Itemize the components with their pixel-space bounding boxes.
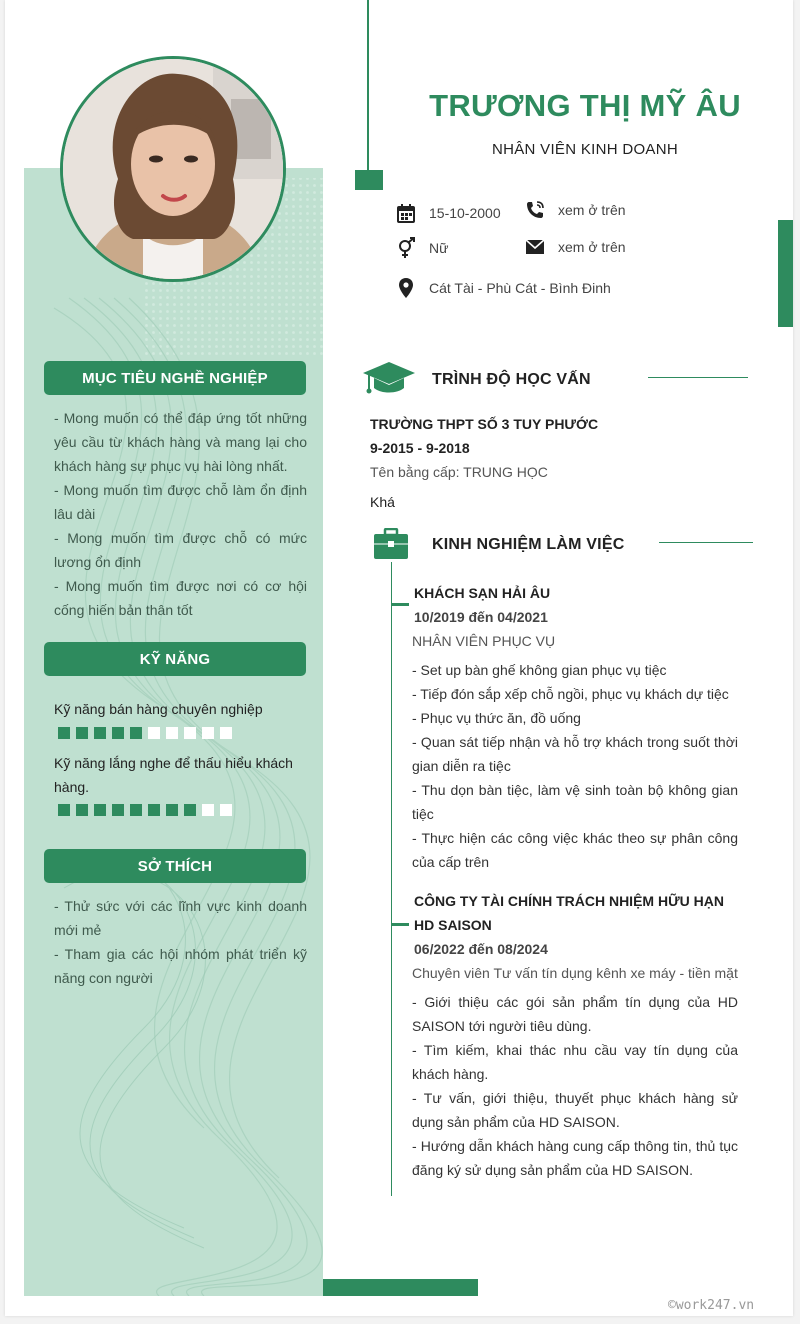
- skill-square-empty: [184, 727, 196, 739]
- skill-square-filled: [112, 804, 124, 816]
- education-degree: Tên bằng cấp: TRUNG HỌC: [370, 464, 548, 480]
- objective-text: [54, 406, 307, 622]
- job-position: Chuyên viên Tư vấn tín dụng kênh xe máy - tiền mặt: [412, 965, 738, 981]
- right-edge-accent-bar: [778, 220, 793, 327]
- skill-square-empty: [220, 727, 232, 739]
- skill-square-filled: [112, 727, 124, 739]
- hobbies-text: [54, 894, 307, 990]
- objective-line: - Mong muốn có thể đáp ứng tốt những yêu cầu từ khách hàng và mang lại cho khách hàng sự phục vụ hài lòng nhất.: [54, 410, 307, 474]
- candidate-role: NHÂN VIÊN KINH DOANH: [491, 141, 679, 158]
- experience-timeline: [391, 562, 392, 1196]
- candidate-name: TRƯƠNG THỊ MỸ ÂU: [429, 88, 741, 123]
- education-period: 9-2015 - 9-2018: [370, 440, 470, 456]
- skill-square-filled: [130, 727, 142, 739]
- job-period: 06/2022 đến 08/2024: [414, 941, 548, 957]
- education-school: TRƯỜNG THPT SỐ 3 TUY PHƯỚC: [370, 416, 599, 432]
- skill-square-filled: [58, 727, 70, 739]
- skill-square-filled: [148, 804, 160, 816]
- skill-square-filled: [166, 804, 178, 816]
- job-company: KHÁCH SẠN HẢI ÂU: [414, 585, 551, 601]
- phone-icon: [524, 199, 546, 221]
- skill-square-empty: [166, 727, 178, 739]
- resume-page: [5, 0, 793, 1316]
- objective-heading: MỤC TIÊU NGHỀ NGHIỆP: [44, 361, 306, 395]
- skill-level-bar: [58, 727, 232, 739]
- skill-square-filled: [94, 727, 106, 739]
- timeline-marker: [391, 923, 409, 926]
- job-duty-line: - Thu dọn bàn tiệc, làm vệ sinh toàn bộ không gian tiệc: [412, 782, 738, 822]
- phone-value: xem ở trên: [558, 202, 626, 218]
- hobby-line: - Tham gia các hội nhóm phát triển kỹ năng con người: [54, 946, 307, 986]
- job-duty-line: - Giới thiệu các gói sản phẩm tín dụng của HD SAISON tới người tiêu dùng.: [412, 994, 738, 1034]
- experience-heading: KINH NGHIỆM LÀM VIỆC: [432, 536, 625, 553]
- skill-square-filled: [130, 804, 142, 816]
- job-duty-line: - Quan sát tiếp nhận và hỗ trợ khách trong suốt thời gian diễn ra tiệc: [412, 734, 738, 774]
- envelope-icon: [524, 236, 546, 258]
- watermark: ©work247.vn: [668, 1298, 755, 1313]
- address-row: [395, 277, 611, 299]
- gender-icon: [395, 237, 417, 259]
- objective-line: - Mong muốn tìm được chỗ làm ổn định lâu dài: [54, 482, 307, 522]
- job-duty-line: - Tiếp đón sắp xếp chỗ ngồi, phục vụ khách dự tiệc: [412, 686, 729, 702]
- calendar-icon: [395, 202, 417, 224]
- footer-accent-bar: [323, 1279, 478, 1296]
- job-company: CÔNG TY TÀI CHÍNH TRÁCH NHIỆM HỮU HẠN HD SAISON: [414, 893, 725, 933]
- email-row: [524, 236, 626, 258]
- birthdate-row: [395, 202, 501, 224]
- skill-square-filled: [58, 804, 70, 816]
- skill-square-filled: [184, 804, 196, 816]
- graduation-cap-icon: [361, 360, 417, 398]
- hobby-line: - Thử sức với các lĩnh vực kinh doanh mới mẻ: [54, 898, 307, 938]
- skill-name: Kỹ năng lắng nghe để thấu hiểu khách hàng.: [54, 755, 293, 795]
- address-value: Cát Tài - Phù Cát - Bình Đinh: [429, 280, 611, 296]
- skill-square-empty: [202, 804, 214, 816]
- gender-row: [395, 237, 448, 259]
- skill-square-empty: [202, 727, 214, 739]
- skill-name: Kỹ năng bán hàng chuyên nghiệp: [54, 701, 263, 717]
- timeline-marker: [391, 603, 409, 606]
- job-duty-line: - Hướng dẫn khách hàng cung cấp thông tin, thủ tục đăng ký sử dụng sản phẩm của HD SAISON.: [412, 1138, 738, 1178]
- skill-square-empty: [148, 727, 160, 739]
- birthdate-value: 15-10-2000: [429, 205, 501, 221]
- objective-line: - Mong muốn tìm được chỗ có mức lương ổn định: [54, 530, 307, 570]
- briefcase-icon: [373, 528, 409, 560]
- skill-square-filled: [76, 804, 88, 816]
- objective-line: - Mong muốn tìm được nơi có cơ hội cống hiến bản thân tốt: [54, 578, 307, 618]
- job-position: NHÂN VIÊN PHỤC VỤ: [412, 633, 556, 649]
- job-duty-line: - Tư vấn, giới thiệu, thuyết phục khách hàng sử dụng sản phẩm của HD SAISON.: [412, 1090, 738, 1130]
- gender-value: Nữ: [429, 240, 449, 256]
- skills-heading: KỸ NĂNG: [44, 642, 306, 676]
- education-grade: Khá: [370, 494, 395, 510]
- job-duties: [412, 990, 738, 1182]
- phone-row: [524, 199, 626, 221]
- skill-square-filled: [94, 804, 106, 816]
- job-duty-line: - Phục vụ thức ăn, đồ uống: [412, 710, 581, 726]
- skill-level-bar: [58, 804, 232, 816]
- job-period: 10/2019 đến 04/2021: [414, 609, 548, 625]
- skill-square-empty: [220, 804, 232, 816]
- education-heading: TRÌNH ĐỘ HỌC VẤN: [432, 371, 591, 388]
- experience-heading-line: [659, 542, 753, 543]
- job-duty-line: - Tìm kiếm, khai thác nhu cầu vay tín dụng của khách hàng.: [412, 1042, 738, 1082]
- job-duties: [412, 658, 738, 874]
- location-pin-icon: [395, 277, 417, 299]
- email-value: xem ở trên: [558, 239, 626, 255]
- job-duty-line: - Thực hiện các công việc khác theo sự phân công của cấp trên: [412, 830, 738, 870]
- education-heading-line: [648, 377, 748, 378]
- header-vertical-line: [367, 0, 369, 170]
- hobbies-heading: SỞ THÍCH: [44, 849, 306, 883]
- skill-square-filled: [76, 727, 88, 739]
- header-accent-square: [355, 170, 383, 190]
- profile-photo: [60, 56, 286, 282]
- job-duty-line: - Set up bàn ghế không gian phục vụ tiệc: [412, 662, 667, 678]
